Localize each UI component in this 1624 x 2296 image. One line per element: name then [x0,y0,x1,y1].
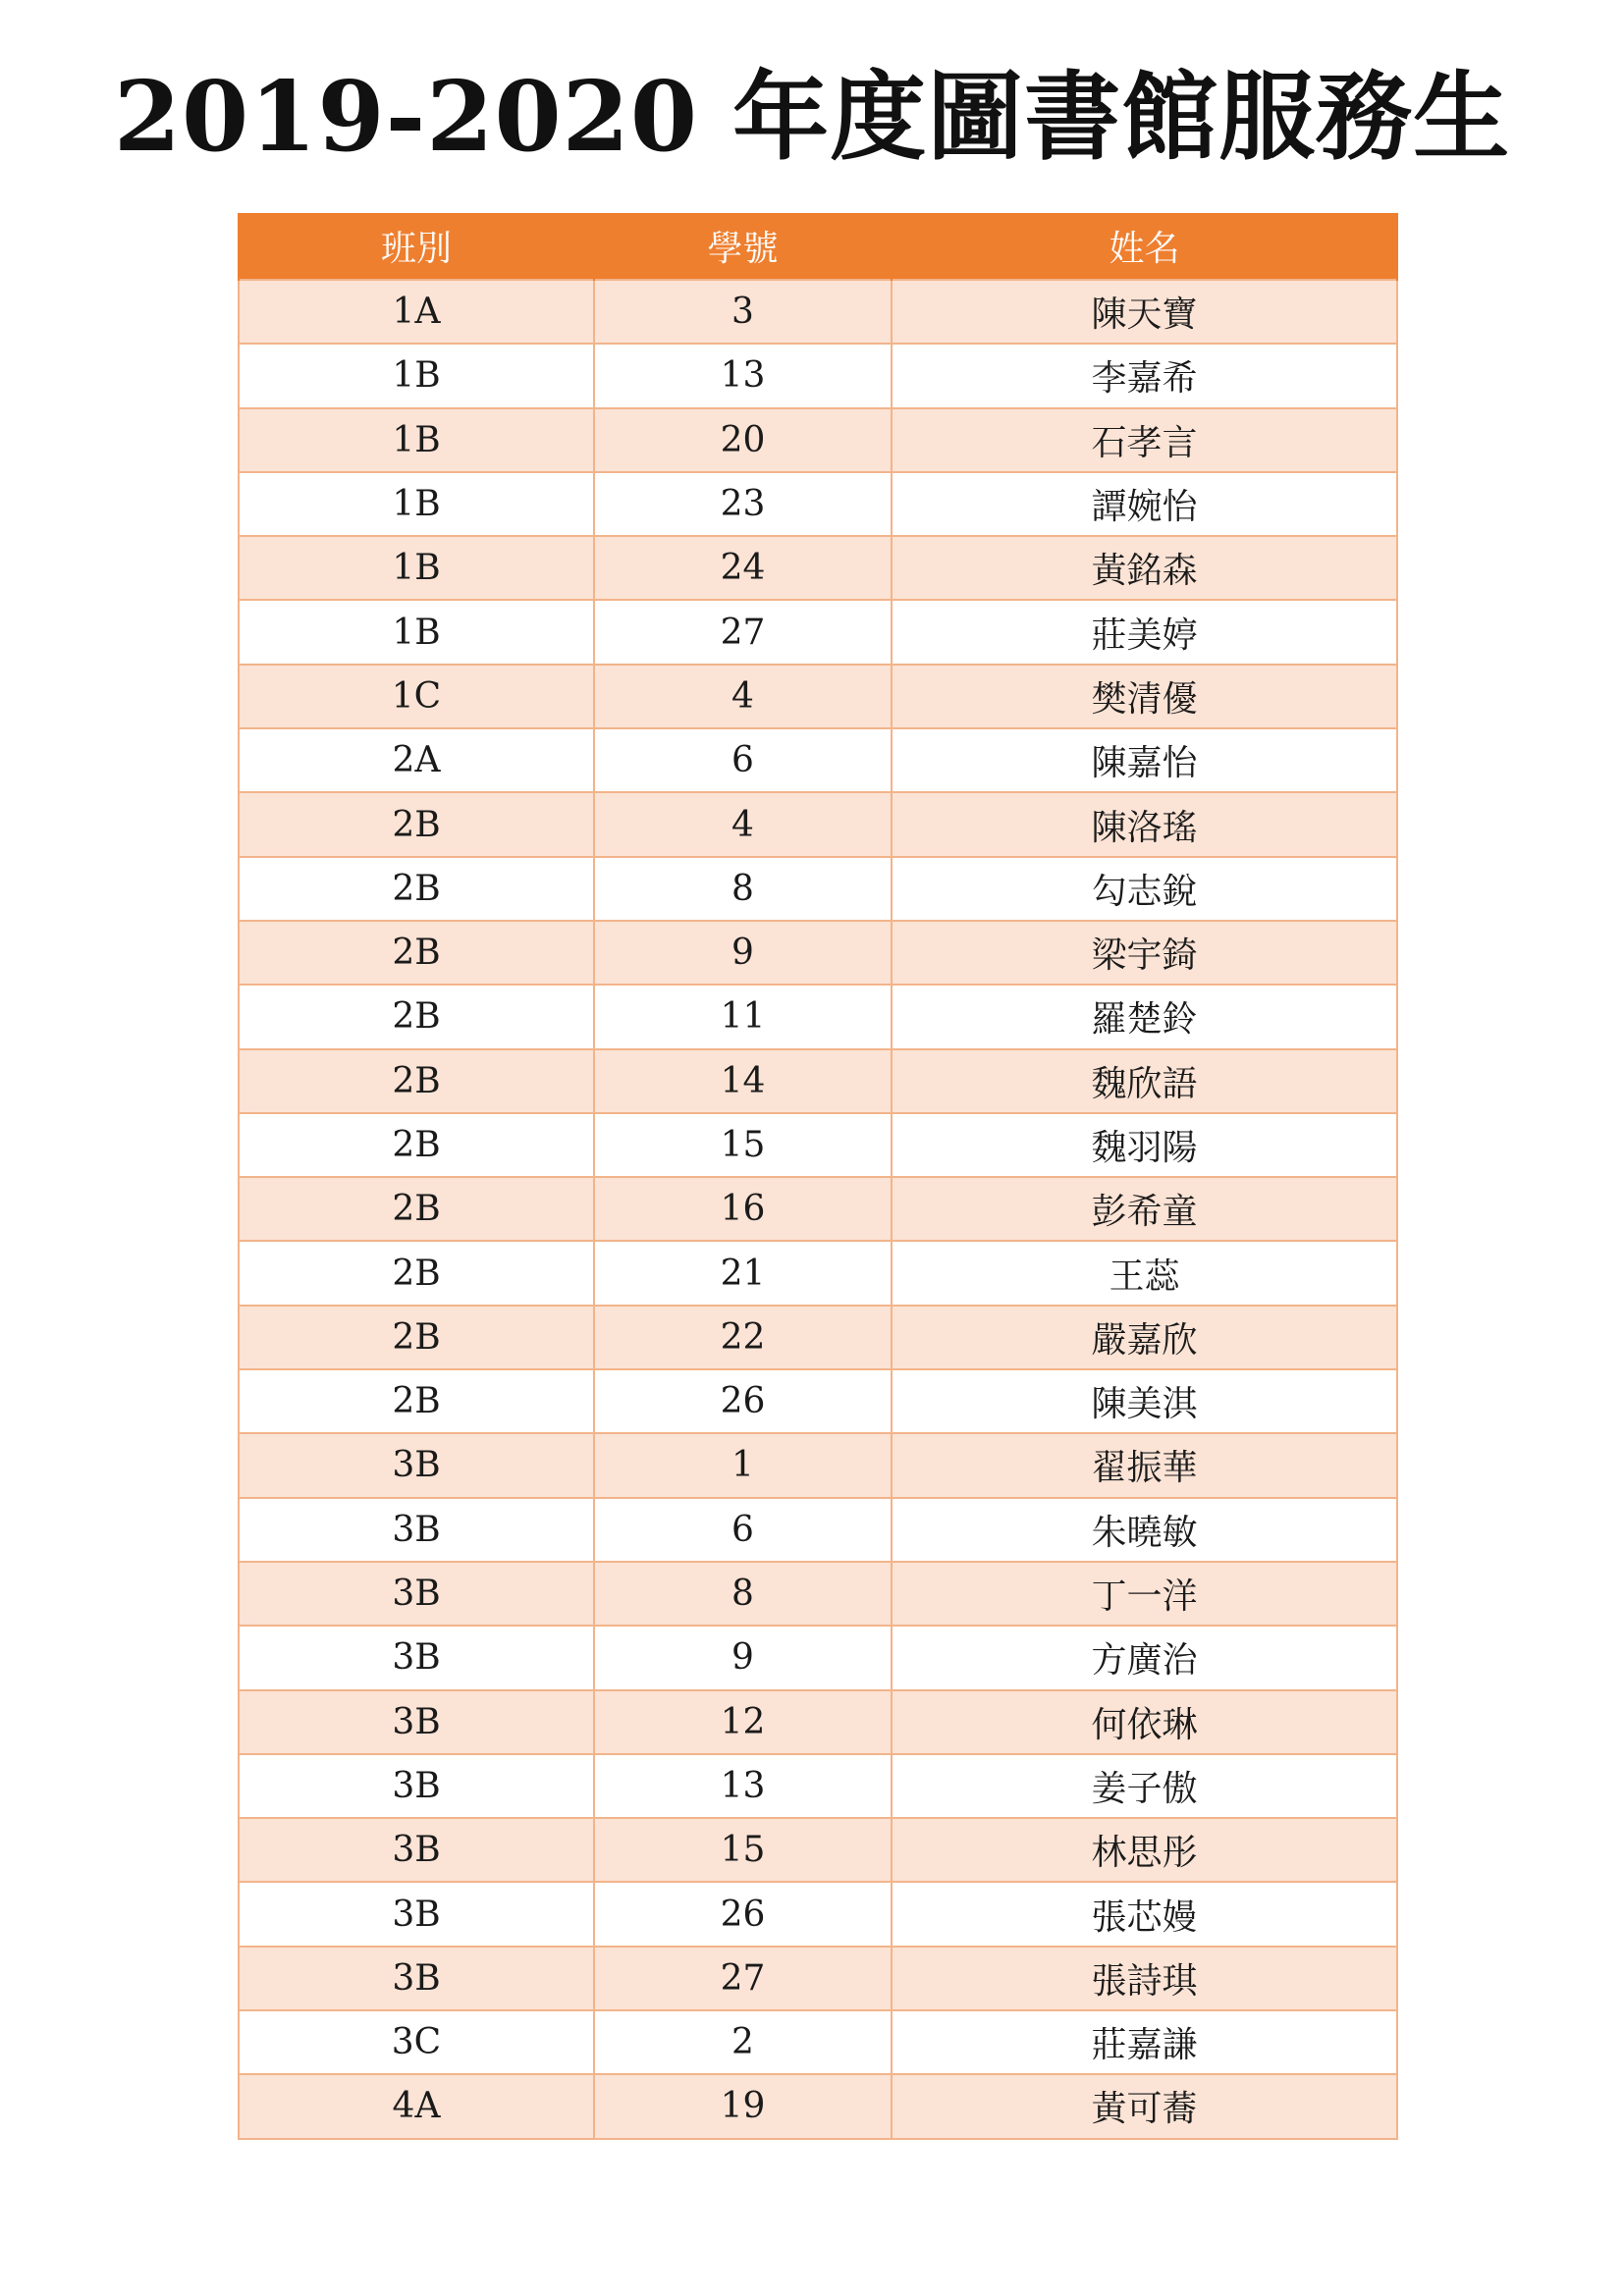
cell-name: 陳洛瑤 [892,792,1397,856]
cell-name: 魏羽陽 [892,1113,1397,1177]
table-row [239,1241,1397,1305]
table-row [239,728,1397,792]
table-row [239,1498,1397,1562]
cell-name: 樊清優 [892,665,1397,728]
cell-student-number: 1 [594,1433,892,1497]
cell-student-number: 6 [594,1498,892,1562]
cell-class: 3C [239,2010,594,2074]
cell-name: 莊嘉謙 [892,2010,1397,2074]
cell-class: 3B [239,1754,594,1818]
cell-class: 2B [239,1177,594,1241]
cell-class: 3B [239,1626,594,1689]
cell-student-number: 19 [594,2074,892,2138]
cell-class: 1B [239,536,594,600]
cell-class: 3B [239,1882,594,1946]
cell-class: 2B [239,1113,594,1177]
cell-student-number: 16 [594,1177,892,1241]
cell-student-number: 24 [594,536,892,600]
cell-name: 李嘉希 [892,344,1397,407]
table-row [239,1882,1397,1946]
cell-name: 林思彤 [892,1818,1397,1882]
cell-student-number: 6 [594,728,892,792]
table-row [239,1754,1397,1818]
table-row [239,792,1397,856]
cell-name: 何依琳 [892,1690,1397,1754]
table-row [239,1947,1397,2010]
cell-name: 陳天寶 [892,280,1397,344]
cell-student-number: 20 [594,408,892,472]
cell-student-number: 26 [594,1369,892,1433]
cell-student-number: 12 [594,1690,892,1754]
table-body [239,280,1397,2139]
cell-name: 石孝言 [892,408,1397,472]
cell-class: 1B [239,344,594,407]
cell-name: 王蕊 [892,1241,1397,1305]
table-row [239,1690,1397,1754]
cell-student-number: 15 [594,1818,892,1882]
table-header-row [239,213,1397,280]
cell-name: 姜子傲 [892,1754,1397,1818]
cell-class: 2B [239,1241,594,1305]
cell-name: 彭希童 [892,1177,1397,1241]
cell-name: 黃銘森 [892,536,1397,600]
cell-name: 莊美婷 [892,600,1397,664]
page-title: 2019-2020 年度圖書館服務生 [113,61,1511,174]
student-roster-table [238,213,1398,2140]
cell-class: 2B [239,921,594,985]
cell-class: 3B [239,1562,594,1626]
table-row [239,1369,1397,1433]
cell-name: 朱曉敏 [892,1498,1397,1562]
cell-name: 陳美淇 [892,1369,1397,1433]
table-row [239,1113,1397,1177]
cell-class: 1B [239,600,594,664]
cell-name: 梁宇錡 [892,921,1397,985]
cell-name: 勾志銳 [892,857,1397,921]
table-row [239,1562,1397,1626]
cell-student-number: 11 [594,985,892,1048]
cell-class: 2B [239,1369,594,1433]
cell-name: 陳嘉怡 [892,728,1397,792]
cell-class: 3B [239,1433,594,1497]
cell-student-number: 13 [594,344,892,407]
cell-student-number: 26 [594,1882,892,1946]
table-row [239,985,1397,1048]
table-row [239,1433,1397,1497]
cell-student-number: 21 [594,1241,892,1305]
cell-student-number: 4 [594,665,892,728]
cell-name: 羅楚鈴 [892,985,1397,1048]
table-row [239,2074,1397,2138]
table-row [239,536,1397,600]
cell-class: 1B [239,472,594,536]
table-row [239,857,1397,921]
table-row [239,2010,1397,2074]
table-row [239,921,1397,985]
cell-class: 1B [239,408,594,472]
cell-class: 1A [239,280,594,344]
table-row [239,472,1397,536]
table-row [239,600,1397,664]
cell-student-number: 15 [594,1113,892,1177]
cell-class: 2B [239,985,594,1048]
cell-student-number: 27 [594,1947,892,2010]
cell-class: 2B [239,857,594,921]
table-row [239,1306,1397,1369]
cell-class: 2A [239,728,594,792]
cell-student-number: 4 [594,792,892,856]
cell-class: 3B [239,1498,594,1562]
cell-student-number: 13 [594,1754,892,1818]
cell-student-number: 3 [594,280,892,344]
cell-class: 2B [239,1049,594,1113]
cell-class: 3B [239,1818,594,1882]
table-row [239,1818,1397,1882]
cell-name: 黃可蕎 [892,2074,1397,2138]
table-row [239,665,1397,728]
cell-student-number: 27 [594,600,892,664]
header-student-number: 學號 [594,213,892,280]
table-row [239,1626,1397,1689]
cell-name: 丁一洋 [892,1562,1397,1626]
cell-class: 4A [239,2074,594,2138]
cell-class: 1C [239,665,594,728]
cell-student-number: 8 [594,857,892,921]
cell-student-number: 23 [594,472,892,536]
cell-class: 2B [239,792,594,856]
cell-name: 嚴嘉欣 [892,1306,1397,1369]
header-name: 姓名 [892,213,1397,280]
cell-class: 2B [239,1306,594,1369]
cell-name: 魏欣語 [892,1049,1397,1113]
table-row [239,344,1397,407]
table-row [239,408,1397,472]
cell-student-number: 22 [594,1306,892,1369]
cell-name: 張芯嫚 [892,1882,1397,1946]
cell-student-number: 9 [594,921,892,985]
cell-name: 張詩琪 [892,1947,1397,2010]
header-class: 班別 [239,213,594,280]
cell-name: 方廣治 [892,1626,1397,1689]
cell-student-number: 9 [594,1626,892,1689]
table-row [239,1049,1397,1113]
cell-student-number: 14 [594,1049,892,1113]
cell-name: 翟振華 [892,1433,1397,1497]
cell-student-number: 2 [594,2010,892,2074]
cell-class: 3B [239,1947,594,2010]
table-row [239,1177,1397,1241]
cell-student-number: 8 [594,1562,892,1626]
cell-name: 譚婉怡 [892,472,1397,536]
table-row [239,280,1397,344]
cell-class: 3B [239,1690,594,1754]
